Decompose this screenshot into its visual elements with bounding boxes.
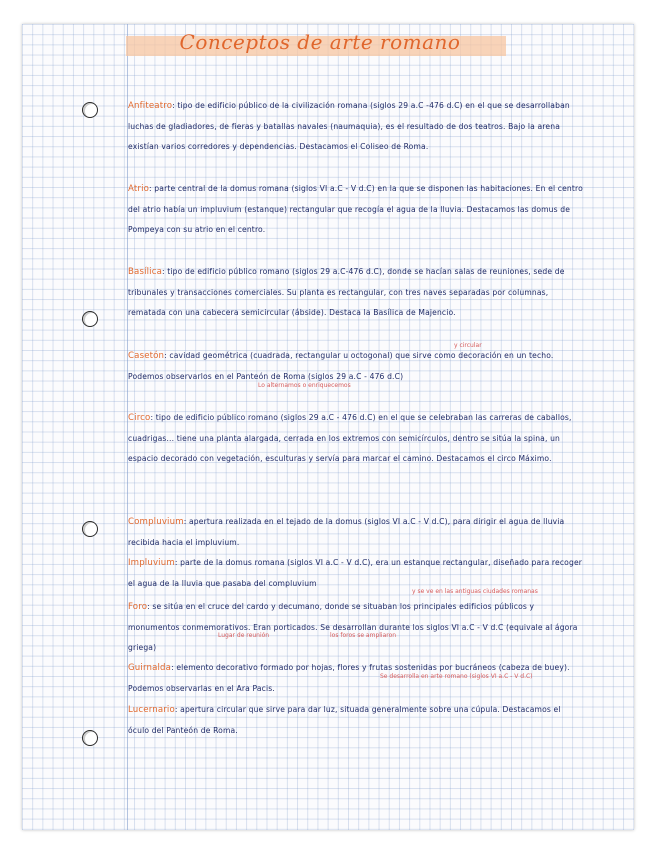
binder-hole: [82, 102, 98, 118]
entry-basilica: [128, 262, 583, 324]
entry-text: : parte central de la domus romana (siglos VI a.C - V d.C) en la que se disponen las habitaciones. En el centro del atrio había un impluvium (estanque) rectangular que recogía el agua de la lluvia. Destacamos las domus de Pompeya con su atrio en el centro.: [128, 184, 583, 235]
entry-term: Circo: [128, 413, 151, 423]
entry-note: y circular: [454, 342, 482, 349]
page-title: Conceptos de arte romano: [179, 30, 461, 54]
entry-term: Compluvium: [128, 517, 184, 527]
page-title-block: [170, 30, 470, 64]
entry-note: y se ve en las antiguas ciudades romanas: [412, 588, 538, 595]
binder-hole: [82, 311, 98, 327]
entry-term: Casetón: [128, 351, 165, 361]
entry-foro: [128, 597, 583, 659]
entry-note: Se desarrolla en arte romano (siglos VI a.C - V d.C): [380, 673, 533, 680]
entry-term: Foro: [128, 602, 148, 612]
entry-text: : cavidad geométrica (cuadrada, rectangular u octogonal) que sirve como decoración en un techo. Podemos observarlos en el Panteón de Roma (siglos 29 a.C - 476 d.C): [128, 351, 554, 381]
entry-caseton: [128, 346, 583, 387]
entry-lucernario: [128, 700, 583, 741]
entry-text: : parte de la domus romana (siglos VI a.C - V d.C), era un estanque rectangular, diseñado para recoger el agua de la lluvia que pasaba del compluvium: [128, 558, 583, 588]
entry-term: Lucernario: [128, 705, 175, 715]
entry-text: : tipo de edificio público romano (siglos 29 a.C-476 d.C), donde se hacían salas de reuniones, sede de tribunales y transacciones comerciales. Su planta es rectangular, con tres naves separadas por columnas, rematada con una cabecera semicircular (ábside). Destaca la Basílica de Majencio.: [128, 267, 565, 318]
entry-text: : apertura circular que sirve para dar luz, situada generalmente sobre una cúpula. Destacamos el óculo del Panteón de Roma.: [128, 705, 561, 735]
entry-term: Atrio: [128, 184, 150, 194]
entry-text: : tipo de edificio público de la civilización romana (siglos 29 a.C -476 d.C) en el que se desarrollaban luchas de gladiadores, de fieras y batallas navales (naumaquia), es el resultado de dos teatros. Bajo la arena existían varios corredores y dependencias. Destacamos el Coliseo de Roma.: [128, 101, 570, 152]
entry-compluvium: [128, 512, 583, 553]
entry-term: Guirnalda: [128, 663, 172, 673]
entry-term: Impluvium: [128, 558, 175, 568]
entry-anfiteatro: [128, 96, 583, 158]
entry-circo: [128, 408, 583, 470]
entry-text: : se sitúa en el cruce del cardo y decumano, donde se situaban los principales edificios públicos y monumentos conmemorativos. Eran porticados. Se desarrollan durante los siglos VI a.C - V d.C (equivale al ágora griega): [128, 602, 578, 653]
entry-text: : apertura realizada en el tejado de la domus (siglos VI a.C - V d.C), para dirigir el agua de lluvia recibida hacia el impluvium.: [128, 517, 565, 547]
entry-term: Basílica: [128, 267, 162, 277]
entry-note: los foros se ampliaron: [330, 632, 397, 639]
entry-text: : tipo de edificio público romano (siglos 29 a.C - 476 d.C) en el que se celebraban las carreras de caballos, cuadrigas... tiene una planta alargada, cerrada en los extremos con semicírculos, dentro se sitúa la spina, un espacio decorado con vegetación, esculturas y servía para marcar el camino. Destacamos el circo Máximo.: [128, 413, 572, 464]
entry-note: Lo alternamos o enriquecemos: [258, 382, 351, 389]
entry-term: Anfiteatro: [128, 101, 173, 111]
binder-hole: [82, 730, 98, 746]
entry-atrio: [128, 179, 583, 241]
entry-note: Lugar de reunión: [218, 632, 270, 639]
binder-hole: [82, 521, 98, 537]
entry-text: : elemento decorativo formado por hojas, flores y frutas sostenidas por bucráneos (cabeza de buey). Podemos observarlas en el Ara Pacis.: [128, 663, 570, 693]
